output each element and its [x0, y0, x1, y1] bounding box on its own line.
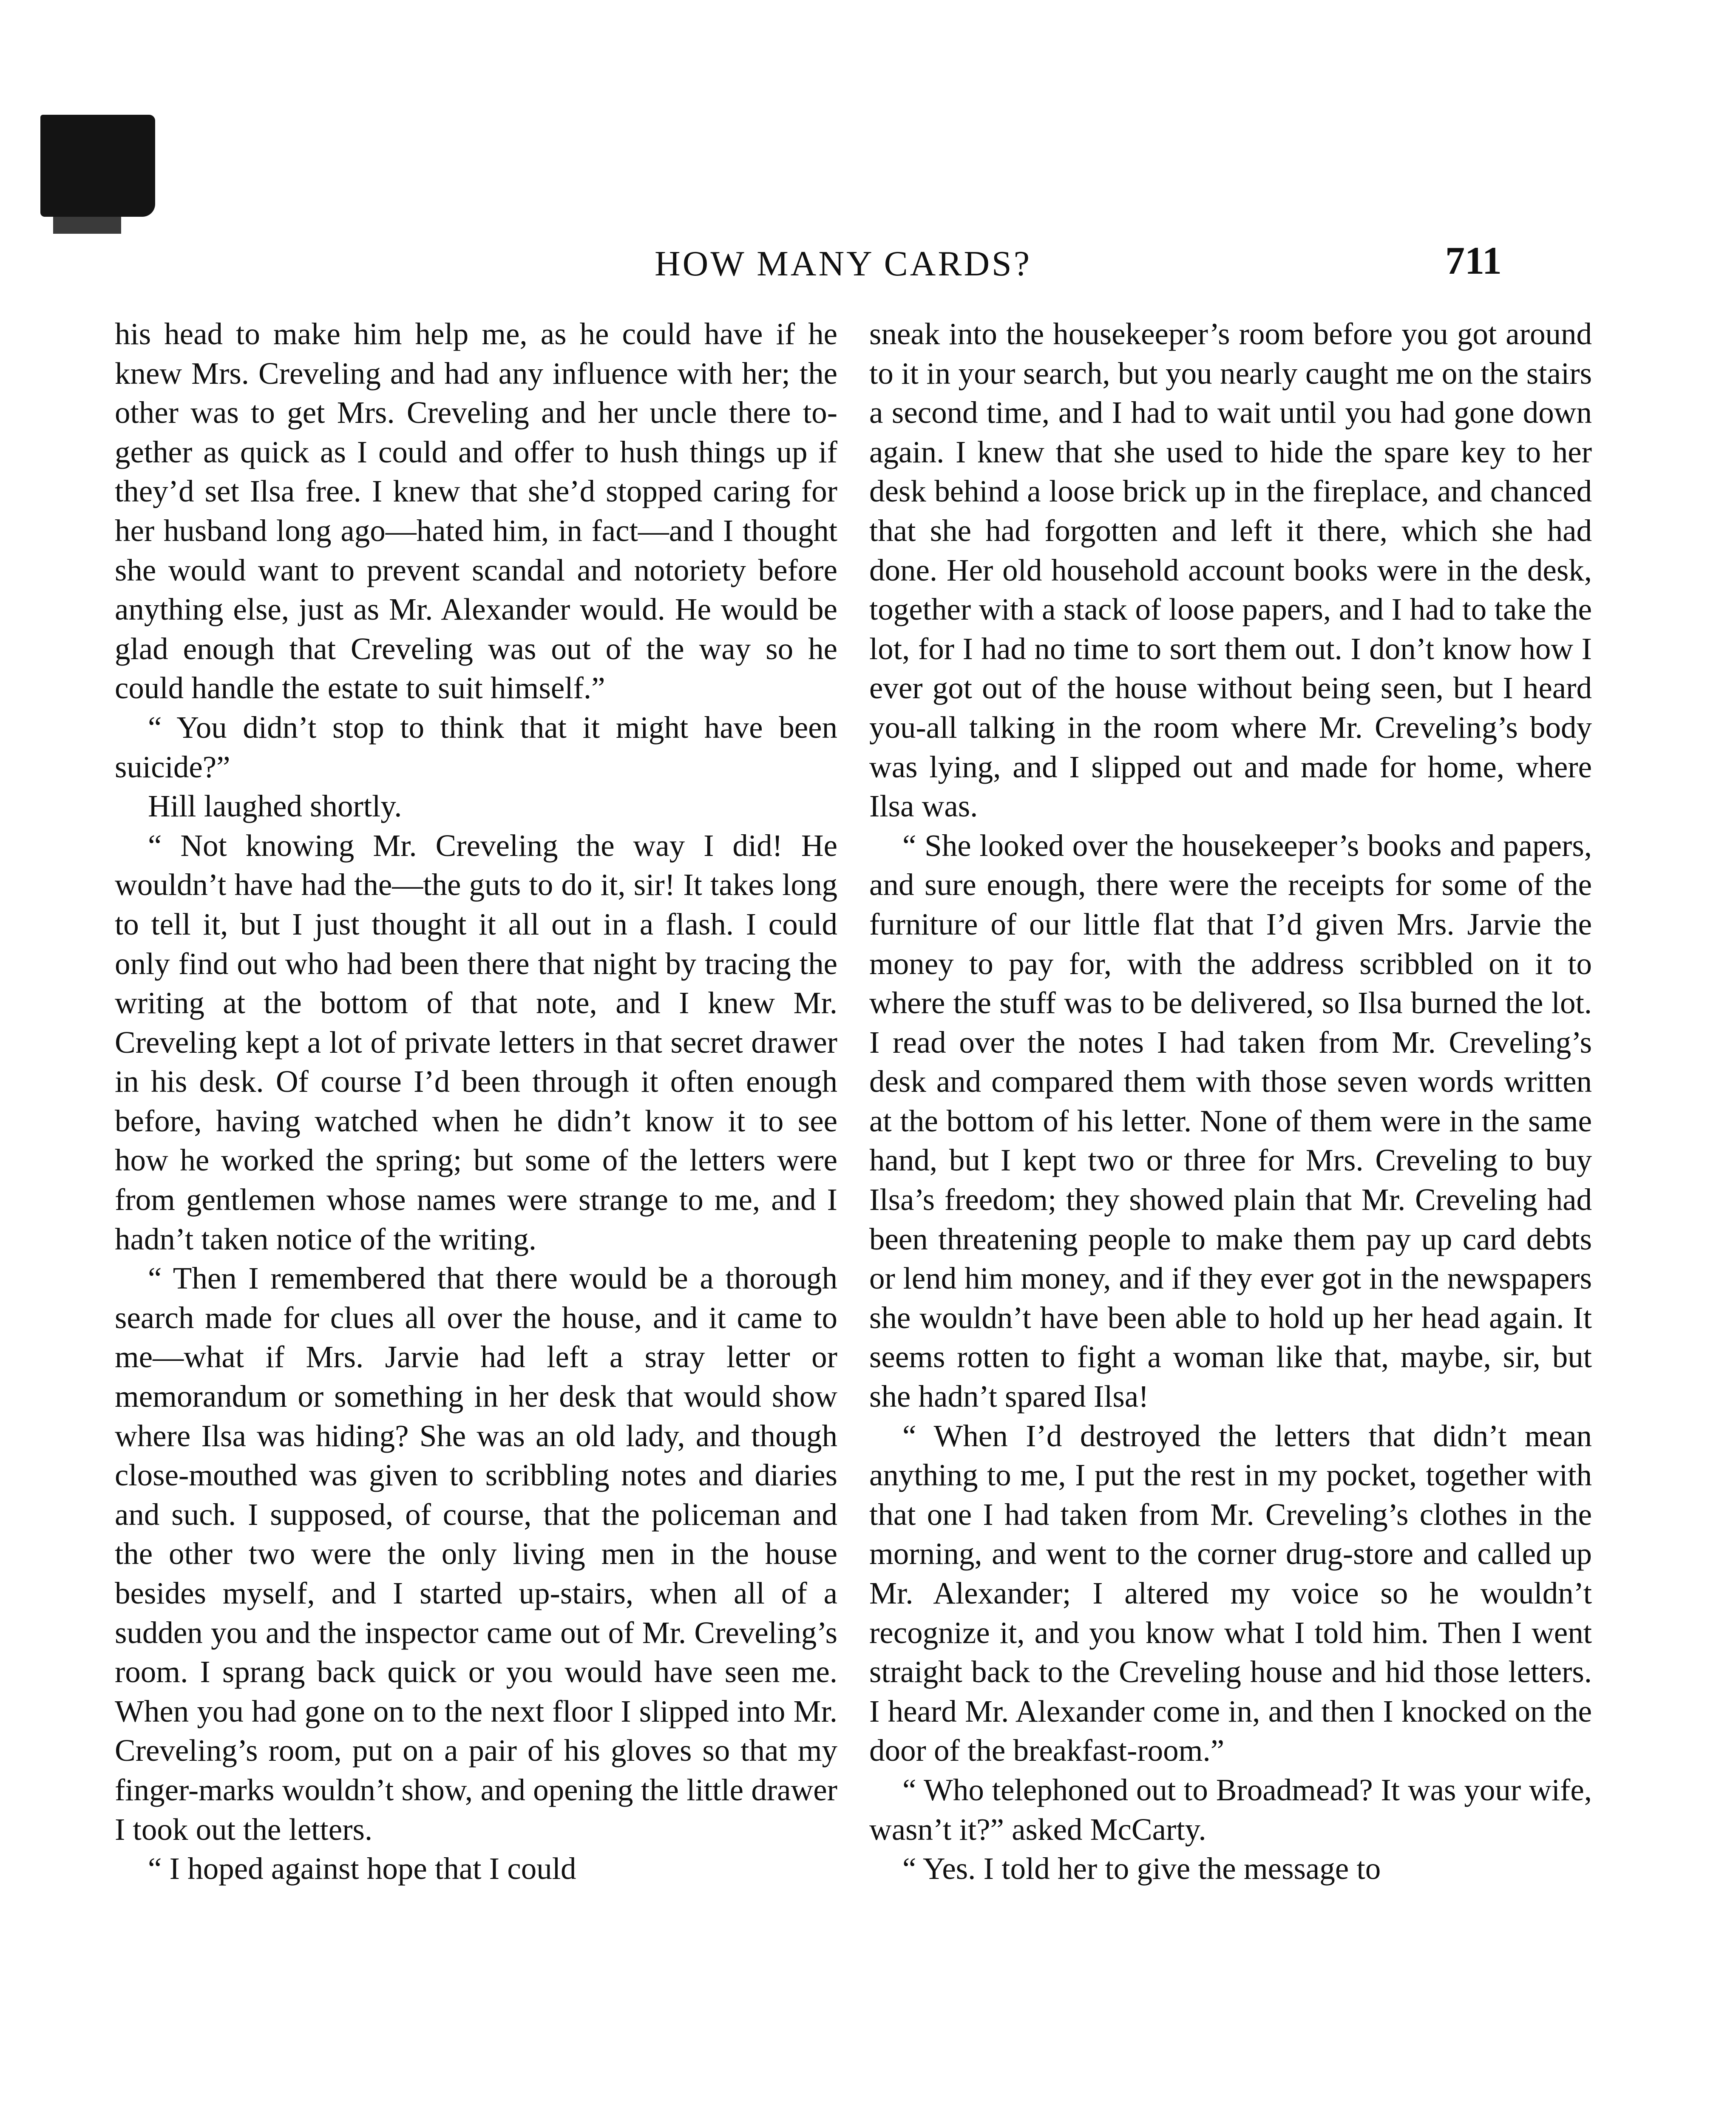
- page-number: 711: [1445, 239, 1502, 282]
- running-title: HOW MANY CARDS?: [655, 244, 1032, 283]
- paragraph: “ Then I remembered that there would be a thorough search made for clues all over the house, and it came to me—what if Mrs. Jarvie had left a stray letter or memorandum or something in her desk that would show where Ilsa was hiding? She was an old lady, and though close-mouthed was given to scribbling notes and diaries and such. I supposed, of course, that the policeman and the other two were the only living men in the house besides myself, and I started up-stairs, when all of a sudden you and the inspector came out of Mr. Creveling’s room. I sprang back quick or you would have seen me. When you had gone on to the next floor I slipped into Mr. Creveling’s room, put on a pair of his gloves so that my finger-marks wouldn’t show, and opening the little drawer I took out the letters.: [115, 1261, 837, 1847]
- paragraph: “ Yes. I told her to give the message to: [902, 1851, 1381, 1886]
- page-edge-ink-mark: [40, 115, 155, 217]
- paragraph: “ She looked over the housekeeper’s books and papers, and sure enough, there were the receipts for some of the furniture of our little flat that I’d given Mrs. Jarvie the money to pay for, with the address scribbled on it to where the stuff was to be delivered, so Ilsa burned the lot. I read over the notes I had taken from Mr. Creveling’s desk and compared them with those seven words written at the bottom of his letter. None of them were in the same hand, but I kept two or three for Mrs. Creveling to buy Ilsa’s freedom; they showed plain that Mr. Creveling had been threatening people to make them pay up card debts or lend him money, and if they ever got in the newspapers she wouldn’t have been able to hold up her head again. It seems rotten to fight a woman like that, maybe, sir, but she hadn’t spared Ilsa!: [869, 828, 1592, 1414]
- right-column: [869, 314, 1592, 1889]
- paragraph: “ Not knowing Mr. Creveling the way I did! He wouldn’t have had the—the guts to do it, sir! It takes long to tell it, but I just thought it all out in a flash. I could only find out who had been there that night by tracing the writing at the bottom of that note, and I knew Mr. Creveling kept a lot of private letters in that secret drawer in his desk. Of course I’d been through it often enough before, having watched when he didn’t know it to see how he worked the spring; but some of the letters were from gentlemen whose names were strange to me, and I hadn’t taken notice of the writing.: [115, 828, 837, 1256]
- paragraph: “ You didn’t stop to think that it might have been suicide?”: [115, 710, 837, 784]
- paragraph: Hill laughed shortly.: [148, 789, 402, 824]
- paragraph: sneak into the housekeeper’s room before you got around to it in your search, but you nearly caught me on the stairs a second time, and I had to wait until you had gone down again. I knew that she used to hide the spare key to her desk behind a loose brick up in the fireplace, and chanced that she had forgotten and left it there, which she had done. Her old household account books were in the desk, together with a stack of loose papers, and I had to take the lot, for I had no time to sort them out. I don’t know how I ever got out of the house without being seen, but I heard you-all talking in the room where Mr. Creveling’s body was lying, and I slipped out and made for home, where Ilsa was.: [869, 317, 1592, 824]
- paragraph: his head to make him help me, as he could have if he knew Mrs. Creveling and had any influence with her; the other was to get Mrs. Creveling and her uncle there together as quick as I could and offer to hush things up if they’d set Ilsa free. I knew that she’d stopped caring for her husband long ago—hated him, in fact—and I thought she would want to prevent scandal and notoriety before anything else, just as Mr. Alexander would. He would be glad enough that Creveling was out of the way so he could handle the estate to suit himself.”: [115, 317, 837, 706]
- paragraph: “ Who telephoned out to Broadmead? It was your wife, wasn’t it?” asked McCarty.: [869, 1772, 1592, 1847]
- paragraph: “ I hoped against hope that I could: [148, 1851, 576, 1886]
- left-column: [115, 314, 837, 1889]
- paragraph: “ When I’d destroyed the letters that didn’t mean anything to me, I put the rest in my pocket, together with that one I had taken from Mr. Creveling’s clothes in the morning, and went to the corner drug-store and called up Mr. Alexander; I altered my voice so he wouldn’t recognize it, and you know what I told him. Then I went straight back to the Creveling house and hid those letters. I heard Mr. Alexander come in, and then I knocked on the door of the breakfast-room.”: [869, 1418, 1592, 1768]
